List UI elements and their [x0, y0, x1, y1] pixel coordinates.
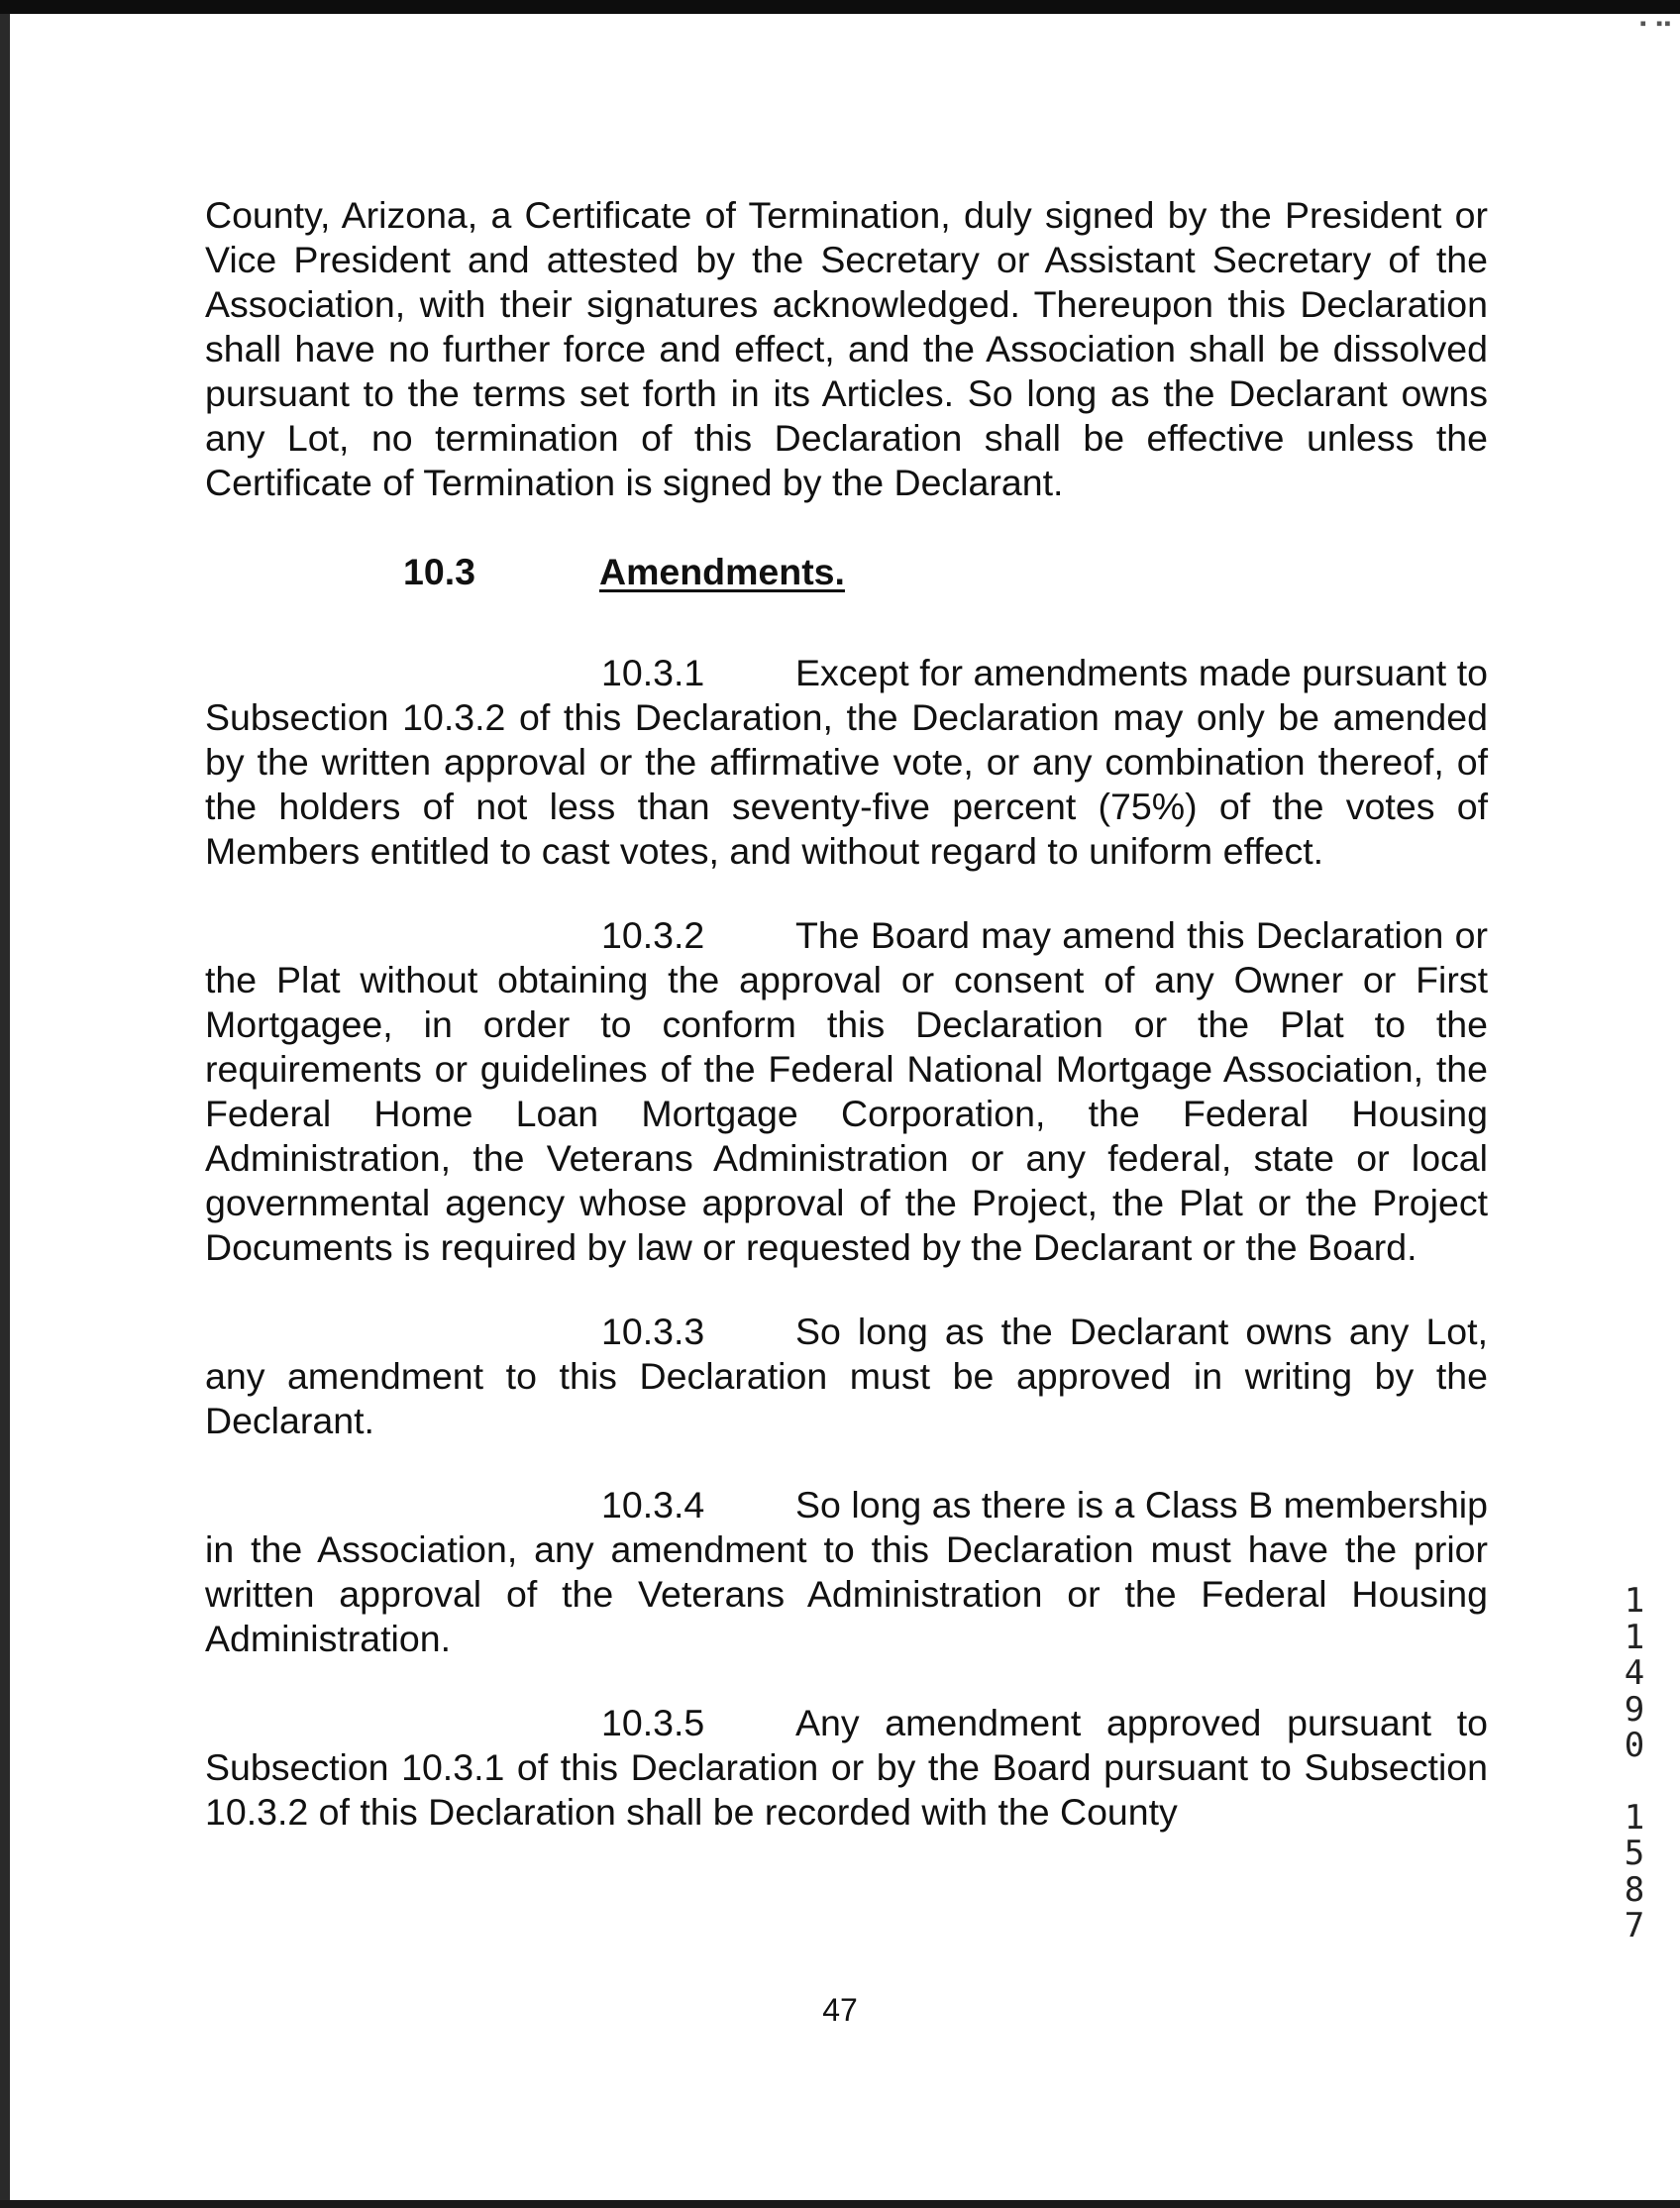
scan-border-top	[0, 0, 1680, 14]
subsection-10-3-1	[205, 651, 1488, 874]
section-number: 10.3	[403, 551, 475, 592]
subsection-number: 10.3.5	[601, 1702, 705, 1743]
stamp-digit: 9	[1624, 1689, 1645, 1730]
intro-paragraph: County, Arizona, a Certificate of Termination, duly signed by the President or Vice President and attested by the Secretary or Assistant Secretary of the Association, with their signatures acknowledged. Thereupon this Declaration shall have no further force and effect, and the Association shall be dissolved pursuant to the terms set forth in its Articles. So long as the Declarant owns any Lot, no termination of this Declaration shall be effective unless the Certificate of Termination is signed by the Declarant.	[205, 194, 1488, 503]
subsection-text: So long as the Declarant owns any Lot, any amendment to this Declaration must be approved in writing by the Declarant.	[205, 1311, 1488, 1441]
subsection-text: The Board may amend this Declaration or the Plat without obtaining the approval or consent of any Owner or First Mortgagee, in order to conform this Declaration or the Plat to the requirements or guidelines of the Federal National Mortgage Association, the Federal Home Loan Mortgage Corporation, the Federal Housing Administration, the Veterans Administration or any federal, state or local governmental agency whose approval of the Project, the Plat or the Project Documents is required by law or requested by the Declarant or the Board.	[205, 914, 1488, 1268]
subsection-text: Except for amendments made pursuant to Subsection 10.3.2 of this Declaration, the Declaration may only be amended by the written approval or the affirmative vote, or any combination thereof, of the holders of not less than seventy-five percent (75%) of the votes of Members entitled to cast votes, and without regard to uniform effect.	[205, 652, 1488, 872]
subsection-number: 10.3.2	[601, 914, 705, 956]
subsection-number: 10.3.3	[601, 1311, 705, 1352]
subsection-text: Any amendment approved pursuant to Subsection 10.3.1 of this Declaration or by the Board pursuant to Subsection 10.3.2 of this Declaration shall be recorded with the County	[205, 1702, 1488, 1833]
page-number: 47	[822, 1992, 858, 2028]
stamp-digit: 4	[1624, 1653, 1645, 1693]
recording-stamp-digits	[1620, 1583, 1649, 1945]
document-page	[205, 193, 1488, 1835]
stamp-digit: 5	[1624, 1834, 1645, 1873]
scan-border-bottom	[0, 2200, 1680, 2208]
subsection-number: 10.3.1	[601, 652, 705, 693]
subsection-text: So long as there is a Class B membership in the Association, any amendment to this Declaration must have the prior written approval of the Veterans Administration or the Federal Housing Administration.	[205, 1484, 1488, 1659]
section-heading	[205, 550, 1488, 611]
scan-border-left	[0, 14, 10, 2208]
section-title: Amendments.	[599, 551, 845, 592]
subsection-number: 10.3.4	[601, 1484, 705, 1525]
stamp-digit: 0	[1624, 1726, 1645, 1765]
stamp-digit: 8	[1624, 1869, 1645, 1910]
subsection-10-3-4	[205, 1483, 1488, 1661]
subsection-10-3-3	[205, 1310, 1488, 1443]
stamp-digit: 1	[1624, 1617, 1645, 1657]
subsection-10-3-2	[205, 913, 1488, 1270]
subsection-10-3-5	[205, 1701, 1488, 1835]
stamp-gap	[1620, 1764, 1649, 1800]
scan-corner-mark: ▪ ▪▪	[1639, 16, 1672, 30]
stamp-digit: 7	[1624, 1906, 1645, 1945]
stamp-digit: 1	[1624, 1797, 1645, 1838]
stamp-digit: 1	[1624, 1581, 1645, 1621]
